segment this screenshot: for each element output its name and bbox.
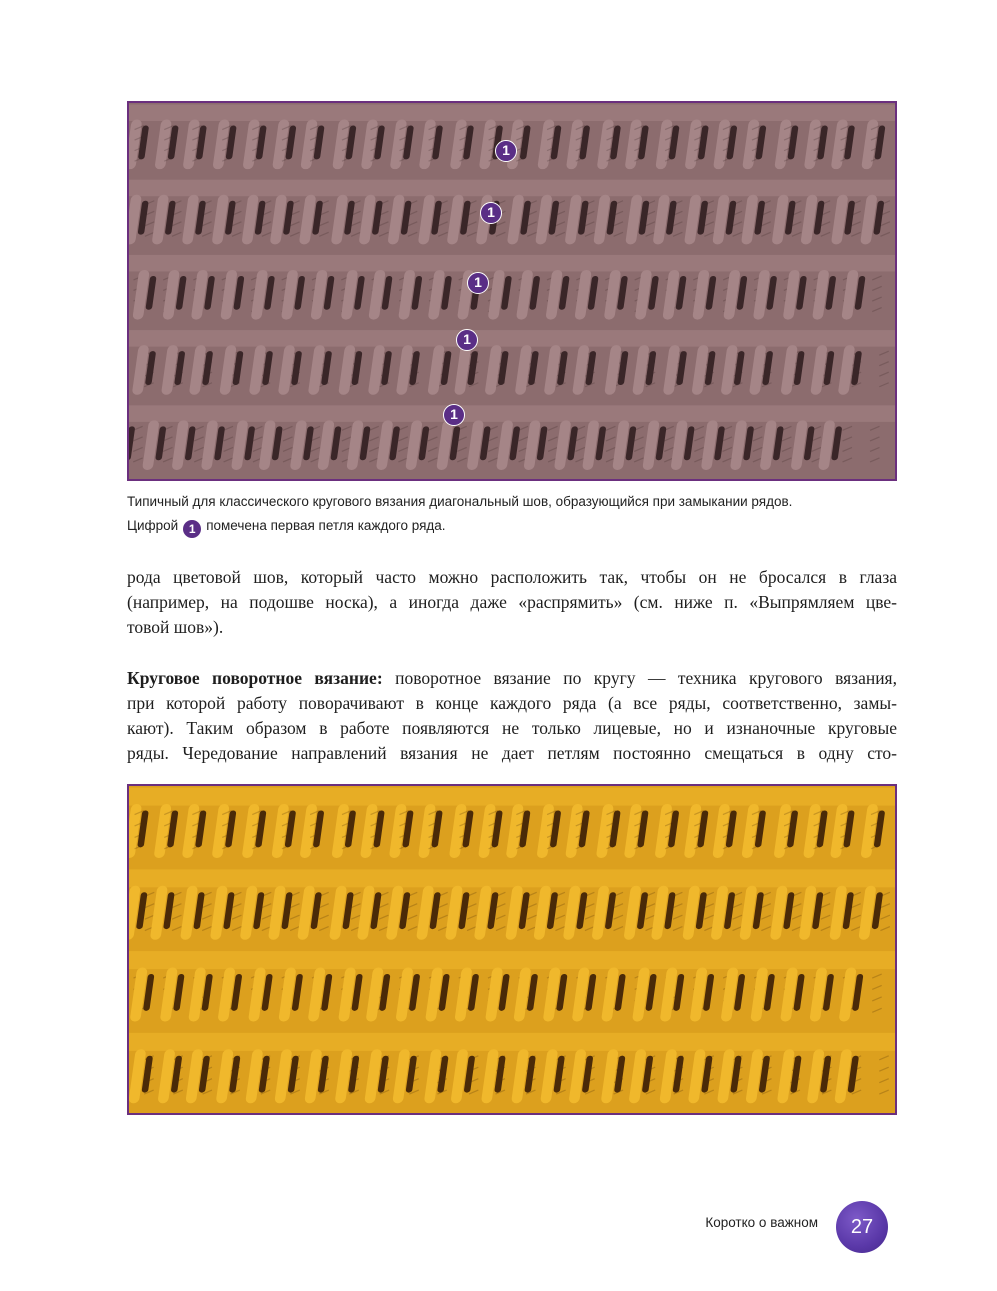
body-paragraph-2 bbox=[127, 666, 897, 766]
paragraph-1-line-2: (например, на подошве носка), а иногда даже «распрямить» (см. ниже п. «Выпрямляем цве- bbox=[127, 592, 897, 612]
body-paragraph-1 bbox=[127, 565, 897, 640]
caption-line-2-start: Цифрой bbox=[127, 518, 179, 533]
paragraph-1-line-3: товой шов»). bbox=[127, 617, 224, 637]
section-title: Коротко о важном bbox=[705, 1215, 818, 1230]
first-stitch-marker-4: 1 bbox=[456, 329, 478, 351]
caption-line-2 bbox=[127, 514, 897, 538]
figure-caption bbox=[127, 490, 897, 538]
yellow-crochet-texture bbox=[129, 786, 895, 1113]
caption-marker-icon: 1 bbox=[183, 520, 201, 538]
caption-line-1: Типичный для классического кругового вязания диагональный шов, образующийся при замыкании рядов. bbox=[127, 494, 793, 509]
first-stitch-marker-2: 1 bbox=[480, 202, 502, 224]
paragraph-2-line-1-rest: поворотное вязание по кругу — техника кругового вязания, bbox=[382, 668, 897, 688]
paragraph-2-line-1 bbox=[127, 666, 897, 691]
first-stitch-marker-1: 1 bbox=[495, 140, 517, 162]
page-number: 27 bbox=[836, 1201, 888, 1253]
first-stitch-marker-5: 1 bbox=[443, 404, 465, 426]
paragraph-1-line-1: рода цветовой шов, который часто можно расположить так, чтобы он не бросался в глаза bbox=[127, 567, 897, 587]
first-stitch-marker-3: 1 bbox=[467, 272, 489, 294]
paragraph-2-line-3: кают). Таким образом в работе появляются не только лицевые, но и изнаночные круговые bbox=[127, 718, 897, 738]
paragraph-2-line-4: ряды. Чередование направлений вязания не дает петлям постоянно смещаться в одну сто- bbox=[127, 743, 897, 763]
paragraph-2-line-2: при которой работу поворачивают в конце каждого ряда (а все ряды, соответственно, замы- bbox=[127, 693, 897, 713]
term-heading: Круговое поворотное вязание: bbox=[127, 668, 383, 688]
caption-line-2-end: помечена первая петля каждого ряда. bbox=[206, 518, 446, 533]
turned-rounds-photo bbox=[127, 784, 897, 1115]
